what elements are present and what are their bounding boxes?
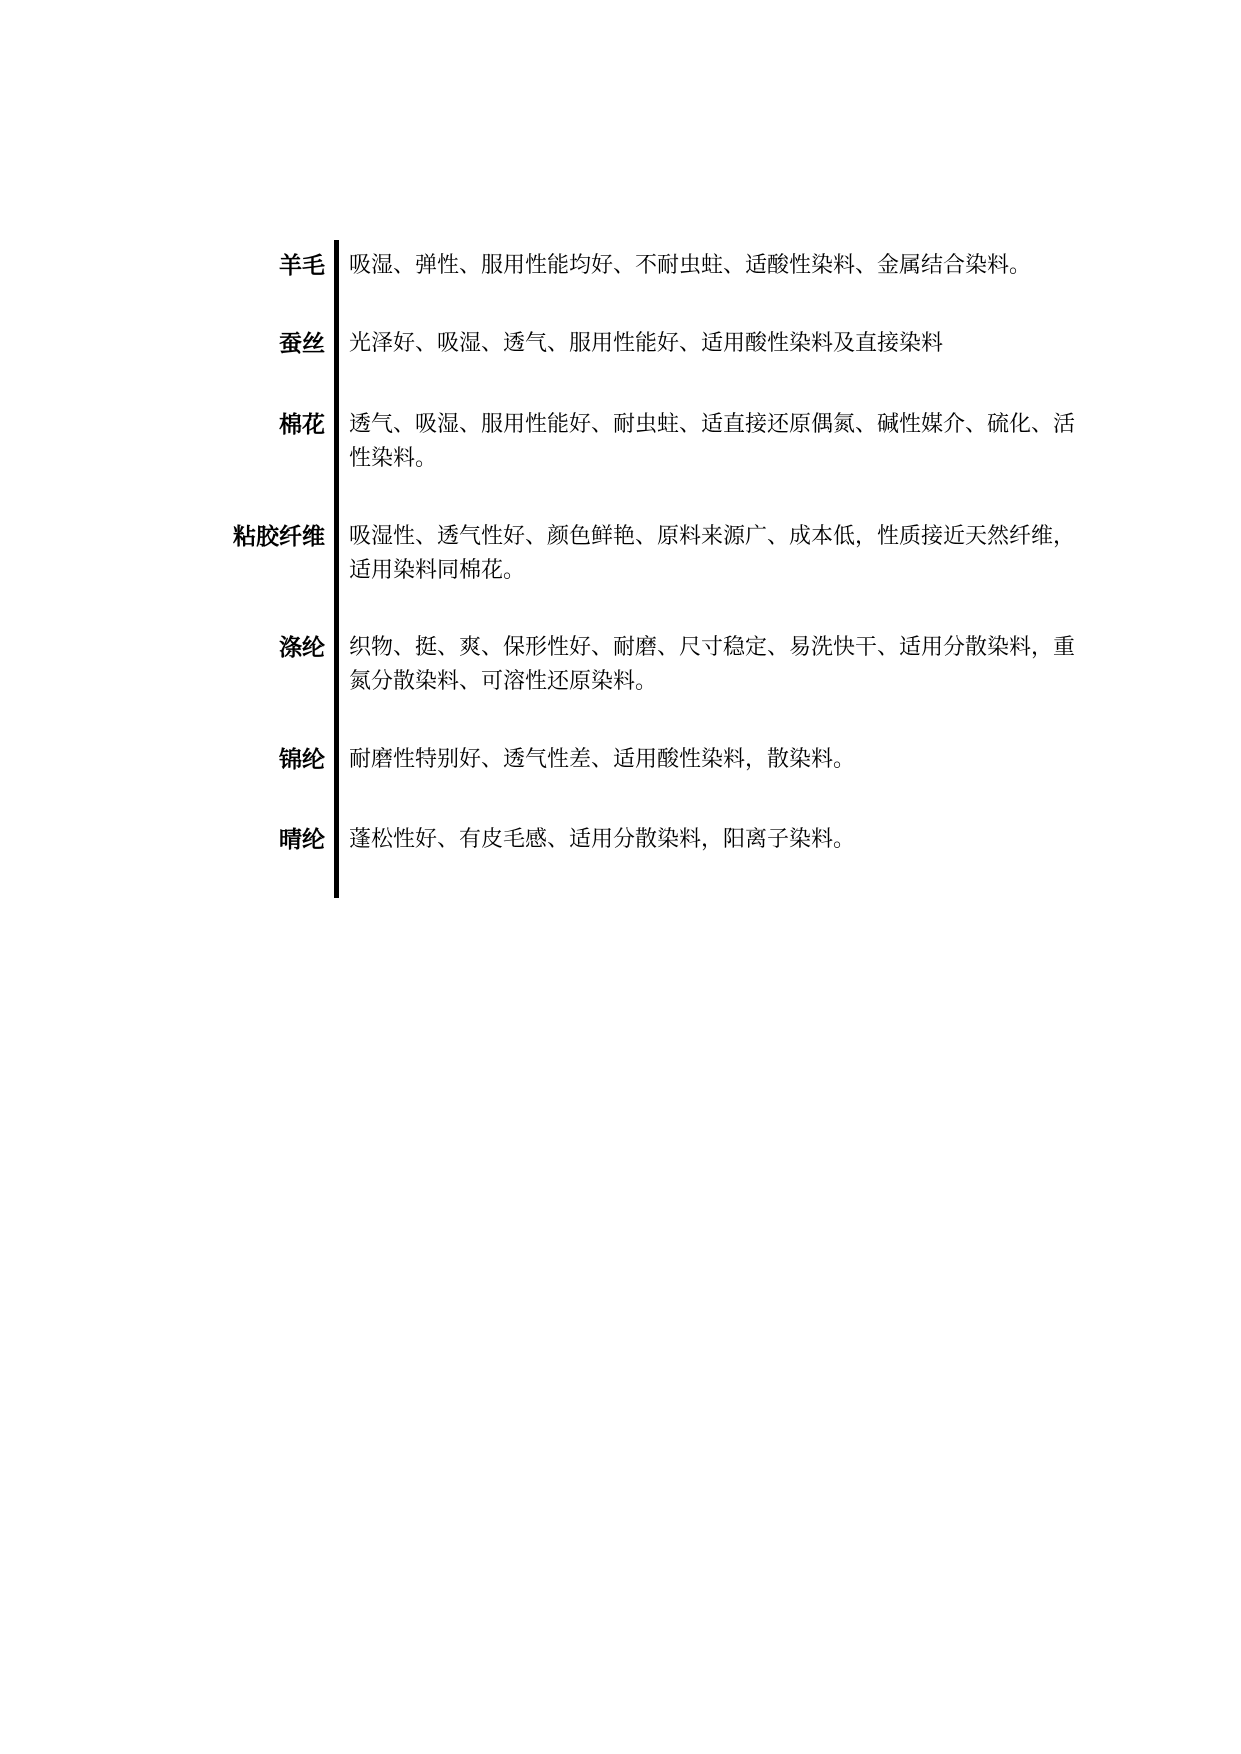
term-label: 锦纶 [279,747,325,773]
term-description: 耐磨性特别好、透气性差、适用酸性染料，散染料。 [349,747,856,772]
term-label: 羊毛 [279,253,325,279]
term-label: 粘胶纤维 [233,524,325,550]
term-label: 晴纶 [279,827,325,853]
term-label: 棉花 [279,412,325,438]
term-label: 蚕丝 [279,331,325,357]
term-description: 吸湿性、透气性好、颜色鲜艳、原料来源广、成本低，性质接近天然纤维，适用染料同棉花。 [349,524,1076,583]
term-description: 织物、挺、爽、保形性好、耐磨、尺寸稳定、易洗快干、适用分散染料，重氮分散染料、可溶性还原染料。 [349,635,1076,694]
term-label: 涤纶 [279,635,325,661]
vertical-divider [334,240,339,898]
term-description: 透气、吸湿、服用性能好、耐虫蛀、适直接还原偶氮、碱性媒介、硫化、活性染料。 [349,412,1076,471]
term-description: 光泽好、吸湿、透气、服用性能好、适用酸性染料及直接染料 [349,331,944,356]
term-description: 吸湿、弹性、服用性能均好、不耐虫蛀、适酸性染料、金属结合染料。 [349,253,1032,278]
term-description: 蓬松性好、有皮毛感、适用分散染料，阳离子染料。 [349,827,856,852]
